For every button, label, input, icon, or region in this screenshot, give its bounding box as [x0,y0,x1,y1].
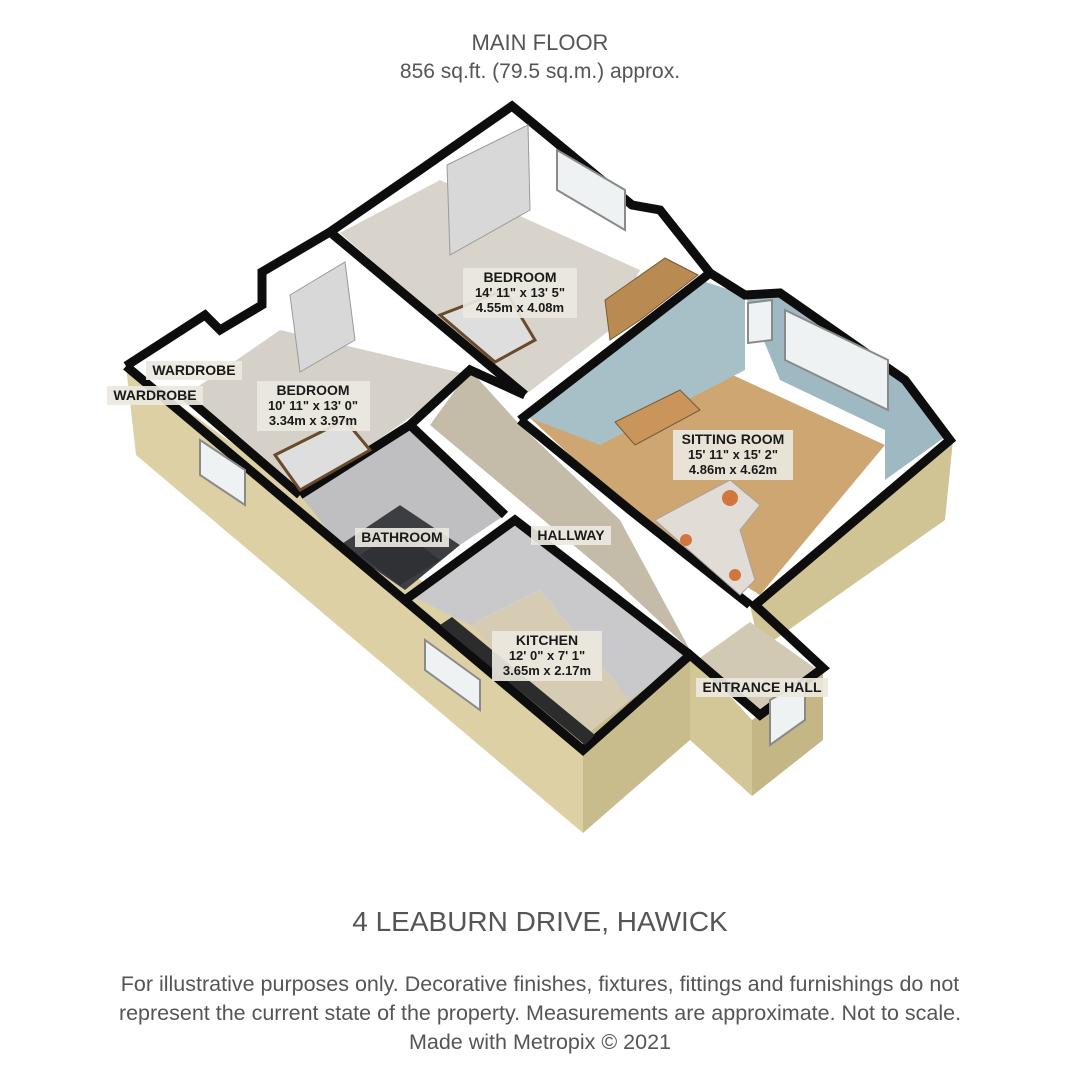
room-name: HALLWAY [537,527,605,543]
label-kitchen [492,631,602,681]
label-bathroom [355,528,449,547]
label-wardrobe-1 [146,361,242,380]
label-bedroom-top [463,268,577,318]
room-dim-metric: 4.55m x 4.08m [475,300,565,315]
window-sitting-small [748,300,772,343]
property-address: 4 LEABURN DRIVE, HAWICK [352,906,728,937]
copyright-line: Made with Metropix © 2021 [408,1030,672,1054]
cushion [722,490,738,506]
floor-title: MAIN FLOOR [471,30,609,55]
floor-area: 856 sq.ft. (79.5 sq.m.) approx. [399,60,681,83]
room-dim-imperial: 14' 11" x 13' 5" [474,285,566,300]
room-dim-imperial: 10' 11" x 13' 0" [267,398,359,413]
window-bedroom-top [557,150,625,230]
disclaimer [60,970,1020,1057]
cushion [729,569,741,581]
room-dim-metric: 4.86m x 4.62m [688,462,778,477]
room-name: BEDROOM [483,269,557,285]
room-name: WARDROBE [113,387,197,403]
room-name: KITCHEN [515,632,579,648]
label-bedroom-left [257,381,370,431]
room-name: BATHROOM [361,529,443,545]
room-name: ENTRANCE HALL [702,679,822,695]
room-name: SITTING ROOM [681,431,785,447]
room-dim-metric: 3.34m x 3.97m [268,413,358,428]
room-dim-imperial: 15' 11" x 15' 2" [687,447,779,462]
label-sitting-room [673,430,793,480]
room-dim-imperial: 12' 0" x 7' 1" [508,648,586,663]
room-name: WARDROBE [152,362,236,378]
disclaimer-line: For illustrative purposes only. Decorative finishes, fixtures, fittings and furnishings do not [120,972,960,996]
label-hallway [531,526,611,545]
room-name: BEDROOM [276,382,350,398]
cushion [680,534,692,546]
label-entrance-hall [696,678,828,697]
label-wardrobe-2 [107,386,203,405]
room-dim-metric: 3.65m x 2.17m [502,663,592,678]
disclaimer-line: represent the current state of the property. Measurements are approximate. Not to scale. [118,1001,962,1025]
